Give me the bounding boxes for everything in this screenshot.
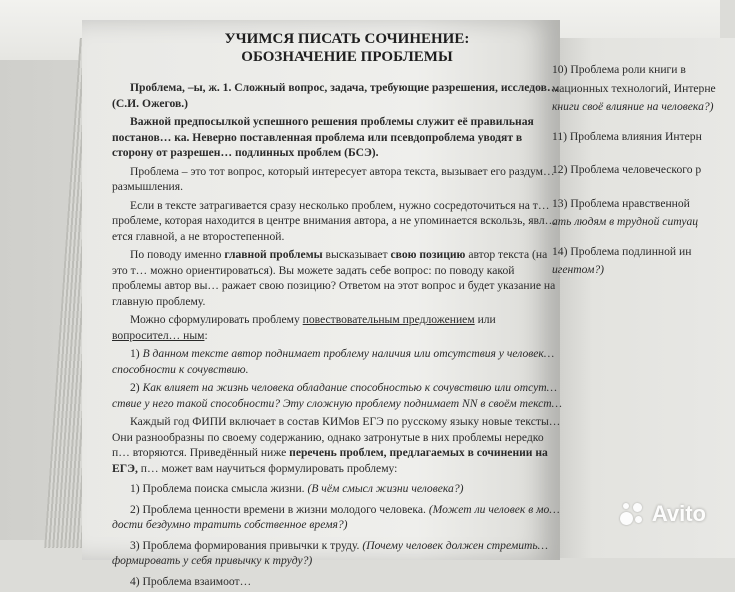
p4-mid: или bbox=[474, 313, 496, 326]
example-1 bbox=[112, 346, 562, 377]
p5-start: Каждый год ФИПИ включает в состав КИМов ЕГЭ по русскому языку новые тексты… Они разнообразны по своему содержанию, однако затронутые в них проблемы нередко п… вторяются. Приведённый ниже bbox=[112, 415, 561, 459]
p5-end: п… может вам научиться формулировать проблему: bbox=[137, 461, 398, 475]
right-line: 12) Проблема человеческого р bbox=[552, 163, 702, 176]
item-question: (Почему человек должен стремить… формировать у себя привычку к труду?) bbox=[112, 538, 548, 567]
right-line: ать людям в трудной ситуац bbox=[552, 215, 699, 228]
item-question: (В чём смысл жизни человека?) bbox=[307, 482, 464, 495]
item-question: (Может ли человек в мо… дости бездумно тратить собственное время?) bbox=[112, 502, 560, 531]
page-title bbox=[132, 30, 562, 66]
right-line: 11) Проблема влияния Интерн bbox=[552, 129, 702, 143]
paragraph-1: Проблема – это тот вопрос, который интересует автора текста, вызывает его раздум… размышления. bbox=[112, 164, 555, 193]
p3-bold-main-problem: главной проблемы bbox=[224, 248, 323, 261]
p3-mid: высказывает bbox=[322, 248, 391, 261]
right-page-content bbox=[552, 62, 720, 281]
right-line: игентом?) bbox=[552, 263, 605, 276]
right-line: 13) Проблема нравственной bbox=[552, 196, 690, 210]
p4-underline-2: вопросител… ным bbox=[112, 328, 205, 342]
page-content bbox=[112, 30, 562, 592]
right-line: 14) Проблема подлинной ин bbox=[552, 244, 692, 258]
title-line-2: ОБОЗНАЧЕНИЕ ПРОБЛЕМЫ bbox=[241, 49, 453, 65]
p3-end: автор текста (на это т… можно ориентироваться). Вы можете задать себе вопрос: по поводу какой проблемы автор вы… ражает свою позицию? Ответом на этот вопрос и будет указание на главную проблему. bbox=[112, 248, 556, 308]
p5-bold: перечень проблем, предлагаемых в сочинении на ЕГЭ, bbox=[112, 446, 548, 475]
list-item bbox=[112, 538, 562, 569]
right-line: 10) Проблема роли книги в bbox=[552, 63, 686, 76]
paragraph-4 bbox=[112, 312, 562, 343]
item-text: 3) Проблема формирования привычки к труду. bbox=[130, 538, 363, 552]
title-line-1: УЧИМСЯ ПИСАТЬ СОЧИНЕНИЕ: bbox=[224, 31, 470, 47]
item-text: 2) Проблема ценности времени в жизни молодого человека. bbox=[130, 502, 429, 516]
avito-watermark-text: Avito bbox=[651, 501, 706, 526]
p4-underline-1: повествовательным предложением bbox=[302, 313, 475, 326]
ex2-num: 2) bbox=[130, 381, 143, 394]
avito-logo-icon bbox=[618, 500, 646, 528]
ex2-text: Как влияет на жизнь человека обладание способностью к сочувствию или отсут… ствие у него такой способности? Эту сложную проблему поднимает NN в своём текст… bbox=[112, 381, 562, 410]
right-line: книги своё влияние на человека?) bbox=[552, 100, 714, 113]
paragraph-5 bbox=[112, 414, 562, 476]
definition-text: Проблема, –ы, ж. 1. Сложный вопрос, задача, требующие разрешения, исследов… (С.И. Ожегов.) bbox=[112, 81, 559, 110]
p4-end: : bbox=[204, 328, 208, 342]
list-item bbox=[112, 574, 562, 590]
list-item bbox=[112, 502, 562, 533]
avito-watermark bbox=[618, 500, 706, 528]
item-text: 1) Проблема поиска смысла жизни. bbox=[130, 482, 308, 495]
p4-start: Можно сформулировать проблему bbox=[130, 313, 303, 326]
list-item bbox=[112, 481, 562, 497]
ex1-text: В данном тексте автор поднимает проблему наличия или отсутствия у человек… способности к сочувствию. bbox=[112, 347, 555, 376]
paragraph-3 bbox=[112, 247, 562, 309]
example-2 bbox=[112, 380, 562, 411]
p3-start: По поводу именно bbox=[130, 248, 225, 261]
paragraph-2: Если в тексте затрагивается сразу несколько проблем, нужно сосредоточиться на т… проблеме, которая находится в центре внимания автора, а не упоминается вскользь, явл… ется главной, а не второстепенной. bbox=[112, 198, 557, 243]
item-text: 4) Проблема взаимоот… bbox=[130, 574, 252, 588]
bold-note: Важной предпосылкой успешного решения проблемы служит её правильная постанов… ка. Неверно поставленная проблема или псевдопроблема уводят в сторону от разрешен… подлинных проблем (БСЭ). bbox=[112, 115, 534, 159]
definition bbox=[112, 80, 562, 111]
p3-bold-position: свою позицию bbox=[390, 248, 466, 261]
ex1-num: 1) bbox=[130, 347, 143, 360]
right-line: мационных технологий, Интерне bbox=[552, 81, 716, 95]
